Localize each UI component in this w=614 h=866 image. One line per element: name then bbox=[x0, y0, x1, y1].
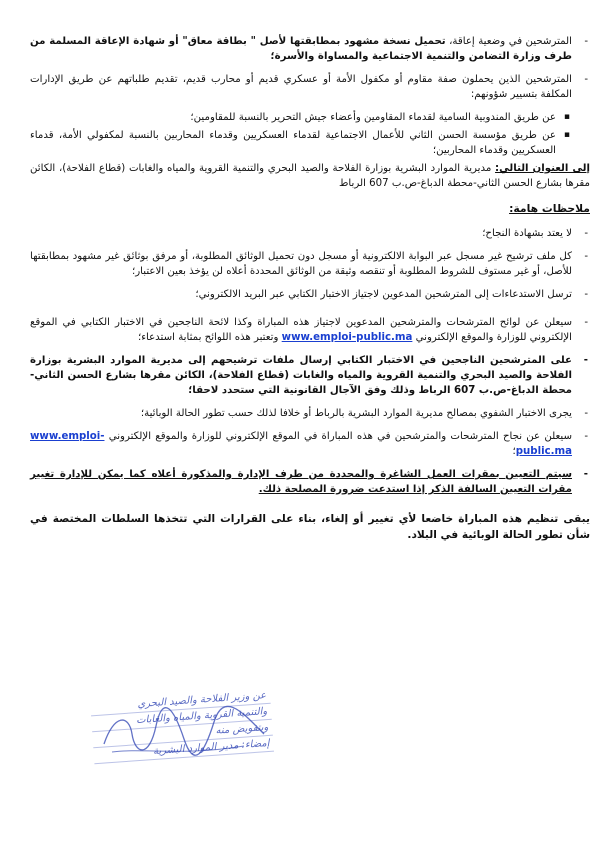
signature-stamp bbox=[90, 688, 274, 764]
note-text: ترسل الاستدعاءات إلى المترشحين المدعوين لاجتياز الاختبار الكتابي عبر البريد الالكتروني؛ bbox=[195, 289, 572, 300]
veterans-text: المترشحين الذين يحملون صفة مقاوم أو مكفول الأمة أو عسكري قديم أو محارب قديم، تقديم طلباتهم عن طريق الإدارات المكلفة بتسيير شؤونهم: bbox=[30, 74, 572, 100]
sub-item-foundation bbox=[30, 128, 590, 158]
note-item-results-web bbox=[30, 429, 590, 459]
note-text: يجرى الاختبار الشفوي بمصالح مديرية الموارد البشرية بالرباط أو خلافا لذلك حسب تطور الحالة الوبائية؛ bbox=[140, 408, 572, 419]
address-text: مديرية الموارد البشرية بوزارة الفلاحة والصيد البحري والتنمية القروية والمياه والغابات (قطاع الفلاحة)، الكائن مقرها بشارع الحسن الثاني-محطة الدباغ-ص.ب 607 الرباط bbox=[30, 163, 590, 189]
stamp-line: إمضاء: مدير الموارد البشرية bbox=[93, 736, 274, 765]
note-text: لا يعتد بشهادة النجاح؛ bbox=[482, 228, 572, 239]
note-bold-text: على المترشحين الناجحين في الاختبار الكتابي إرسال ملفات ترشيحهم إلى مديرية الموارد البشرية بوزارة الفلاحة والصيد البحري والتنمية القروية والمياه والغابات (قطاع الفلاحة)، الكائن مقرها بشارع الحسن الثاني-محطة الدباغ-ص.ب 607 الرباط وذلك وفق الآجال القانونية التي ستحدد لاحقا؛ bbox=[30, 355, 572, 396]
disability-bold-text: تحميل نسخة مشهود بمطابقتها لأصل " بطاقة معاق" أو شهادة الإعاقة المسلمة من طرف وزارة التضامن والتنمية الاجتماعية والمساواة والأسرة؛ bbox=[30, 36, 572, 62]
address-label: إلى العنوان التالي: bbox=[495, 163, 590, 174]
note-item-assignment bbox=[30, 467, 590, 497]
note-text: وتعتبر هذه اللوائح بمثابة استدعاء؛ bbox=[137, 332, 282, 343]
note-text: كل ملف ترشيح غير مسجل عبر البوابة الالكترونية أو مسجل دون تحميل الوثائق المطلوبة، أو مرفق بوثائق غير مشهود بمطابقتها للأصل، أو غير مستوف للشروط المطلوبة أو تنقصه وثيقة من الوثائق المحددة أعلاه لن يؤخذ بعين الاعتبار؛ bbox=[30, 251, 572, 277]
note-item bbox=[30, 226, 590, 241]
note-item-send-files bbox=[30, 353, 590, 398]
emploi-public-link[interactable]: www.emploi-public.ma bbox=[281, 332, 413, 343]
note-item bbox=[30, 249, 590, 279]
stamp-line: عن وزير الفلاحة والصيد البحري bbox=[90, 688, 271, 717]
disability-text: المترشحين في وضعية إعاقة، bbox=[445, 36, 572, 47]
sub-item-text: عن طريق مؤسسة الحسن الثاني للأعمال الاجتماعية لقدماء العسكريين وقدماء المحاربين بالنسبة لمكفولي الأمة، قدماء العسكريين وقدماء المحاربين؛ bbox=[30, 130, 556, 156]
note-text: سيعلن عن نجاح المترشحات والمترشحين في هذه المباراة في الموقع الإلكتروني للوزارة والموقع الإلكتروني bbox=[104, 431, 572, 442]
list-item-disability bbox=[30, 34, 590, 64]
final-notice: يبقى تنظيم هذه المباراة خاضعا لأي تغيير أو إلغاء، بناء على القرارات التي تتخذها السلطات المختصة في شأن تطور الحالة الوبائية في البلاد. bbox=[30, 513, 590, 541]
note-item-oral-exam bbox=[30, 406, 590, 421]
address-block bbox=[30, 161, 590, 191]
sub-item-resistance bbox=[30, 110, 590, 125]
note-bold-text: سيتم التعيين بمقرات العمل الشاغرة والمحددة من طرف الإدارة والمذكورة أعلاه كما يمكن للإدارة تغيير مقرات التعيين السالفة الذكر إذا استدعت ضرورة المصلحة ذلك. bbox=[30, 469, 572, 495]
note-text: ؛ bbox=[512, 446, 516, 457]
document-body bbox=[30, 34, 590, 543]
note-item bbox=[30, 287, 590, 302]
stamp-line: وبتفويض منه bbox=[92, 720, 273, 749]
note-text: سيعلن عن لوائح المترشحات والمترشحين المدعوين لاجتياز هذه المباراة وكذا لائحة الناجحين في الاختبار الكتابي في الموقع الإلكتروني للوزارة والموقع الإلكتروني bbox=[30, 317, 572, 343]
list-item-veterans bbox=[30, 72, 590, 102]
emploi-public-link[interactable]: www.emploi-public.ma bbox=[30, 431, 572, 457]
notes-heading: ملاحظات هامة: bbox=[509, 202, 590, 215]
sub-item-text: عن طريق المندوبية السامية لقدماء المقاومين وأعضاء جيش التحرير بالنسبة للمقاومين؛ bbox=[190, 112, 556, 123]
stamp-line: والتنمية القروية والمياه والغابات bbox=[91, 704, 272, 733]
note-item-lists-web bbox=[30, 315, 590, 345]
